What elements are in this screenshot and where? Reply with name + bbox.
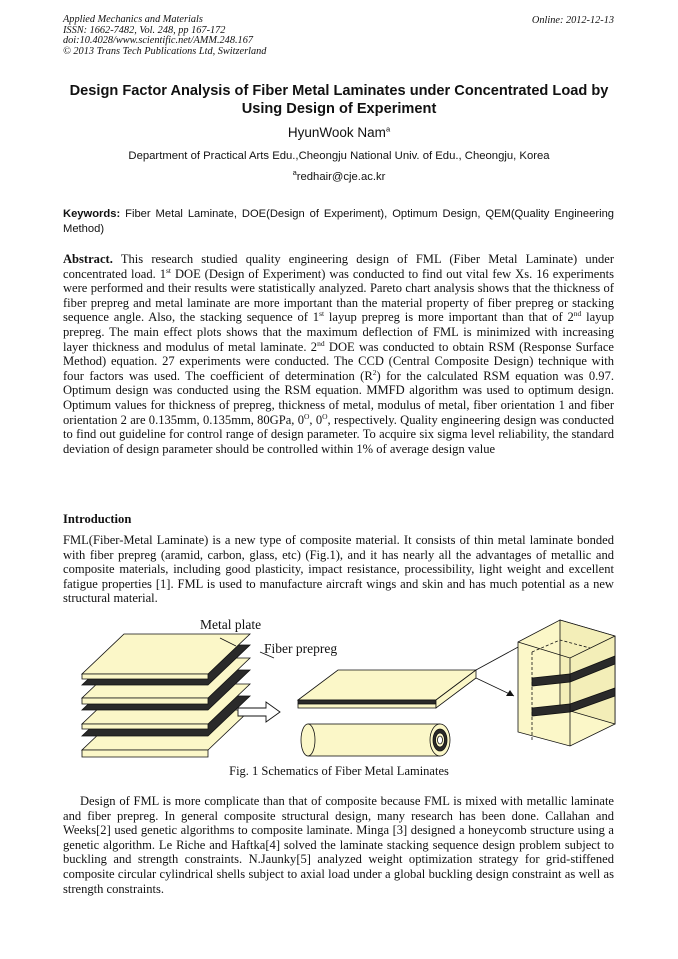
design-paragraph: Design of FML is more complicate than that of composite because FML is mixed with metallic laminate and fiber prepreg. In general composite structural design, many research has been done. Callahan and Weeks[2] used genetic algorithms to composite laminate. Minga [3] designed a honeycomb structure using a genetic algorithm. Le Riche and Haftka[4] solved the laminate stacking sequence design problem subject to buckling and strength constraints. N.Jaunky[5] analyzed weight optimization strategy for grid-stiffened composite circular cylindrical shells subject to axial load under a global buckling design constraint as well as strength constraints. [63,794,614,896]
abstract-sup: nd [317,338,325,348]
abstract-text: DOE was conducted to obtain RSM (Response Surface Method) equation. 27 experiments were conducted. The CCD (Central Composite Design) technique with four factors was used. The coefficient of determination (R [63,339,614,383]
keywords-text: Fiber Metal Laminate, DOE(Design of Experiment), Optimum Design, QEM(Quality Engineering Method) [63,208,615,235]
keywords [63,207,614,236]
abstract [63,252,614,456]
abstract-sup: O [303,411,310,421]
metal-layer-edge [82,724,208,729]
abstract-sup: st [319,309,325,319]
metal-layer-edge [82,750,208,757]
figure-caption: Fig. 1 Schematics of Fiber Metal Laminates [229,764,449,778]
abstract-sup: st [166,265,172,275]
metal-layer-edge [82,674,208,679]
abstract-sup: O [322,411,328,421]
paper-title: Design Factor Analysis of Fiber Metal Laminates under Concentrated Load by Using Design of Experiment [69,83,609,117]
issn-line: ISSN: 1662-7482, Vol. 248, pp 167-172 [63,24,226,36]
abstract-label: Abstract. [63,252,113,266]
author-sup: a [385,124,391,134]
process-arrow [238,702,280,722]
label-fiber-prepreg: Fiber prepreg [264,641,338,656]
email-sup: a [292,168,297,178]
abstract-text: DOE (Design of Experiment) was conducted to find out vital few Xs. 16 experiments were performed and their results were statistically analyzed. Pareto chart analysis shows that the thickness of fiber prepreg and metal laminate are more important than the material property of fiber prepreg or stacking sequence angle. Also, the stacking sequence of 1 [63,266,615,325]
copyright-line: © 2013 Trans Tech Publications Ltd, Switzerland [63,45,267,57]
email-address: redhair@cje.ac.kr [296,171,386,183]
laminate-roll [301,724,450,756]
abstract-text: This research studied quality engineering design of FML (Fiber Metal Laminate) under concentrated load. 1 [63,252,614,281]
journal-name: Applied Mechanics and Materials [63,14,203,25]
author-line [0,125,678,140]
metal-layer-edge [82,698,208,704]
flat-laminate-sheet [298,670,476,708]
doi-line: doi:10.4028/www.scientific.net/AMM.248.167 [63,35,253,47]
affiliation: Department of Practical Arts Edu.,Cheongju National Univ. of Edu., Cheongju, Korea [128,150,550,162]
abstract-text: , 0 [309,412,323,427]
abstract-text: , respectively. Quality engineering design was conducted to find out guideline for control range of design parameter. To acquire six sigma level reliability, the standard deviation of design parameter should be controlled within 1% of average design value [63,412,614,456]
abstract-sup: nd [573,309,582,319]
laminate-stack [82,634,250,757]
abstract-text: layup prepreg. The main effect plots shows that the maximum deflection of FML is minimized with increasing layer thickness and modulus of metal laminate. 2 [63,310,614,354]
email-line [0,168,678,183]
abstract-sup: 2 [372,367,377,377]
online-date: Online: 2012-12-13 [531,15,614,26]
author-name: HyunWook Nam [287,125,386,140]
laminate-cutaway-detail [518,620,615,746]
abstract-text: layup prepreg is more important than that of 2 [324,310,574,325]
label-metal-plate: Metal plate [200,617,262,632]
introduction-heading: Introduction [63,512,132,526]
abstract-text: ) for the calculated RSM equation was 0.97. Optimum design was conducted using the RSM equation. MMFD algorithm was used to optimum design. Optimum values for thickness of prepreg, thickness of metal, modulus of metal, fiber orientation 1 and fiber orientation 2 are 0.135mm, 0.135mm, 80GPa, 0 [63,368,614,427]
fml-schematic-figure [60,612,620,770]
detail-leader [476,646,520,670]
journal-header [63,15,266,57]
introduction-paragraph: FML(Fiber-Metal Laminate) is a new type of composite material. It consists of thin metal laminate bonded with fiber prepreg (aramid, carbon, glass, etc) (Fig.1), and it has nearly all the advantages of metallic and composite materials, including good plasticity, impact resistance, processibility, light weight and excellent fatigue properties [1]. FML is used to manufacture aircraft wings and skin and has much potential as a new structural material. [63,533,614,606]
keywords-label: Keywords: [63,208,121,220]
